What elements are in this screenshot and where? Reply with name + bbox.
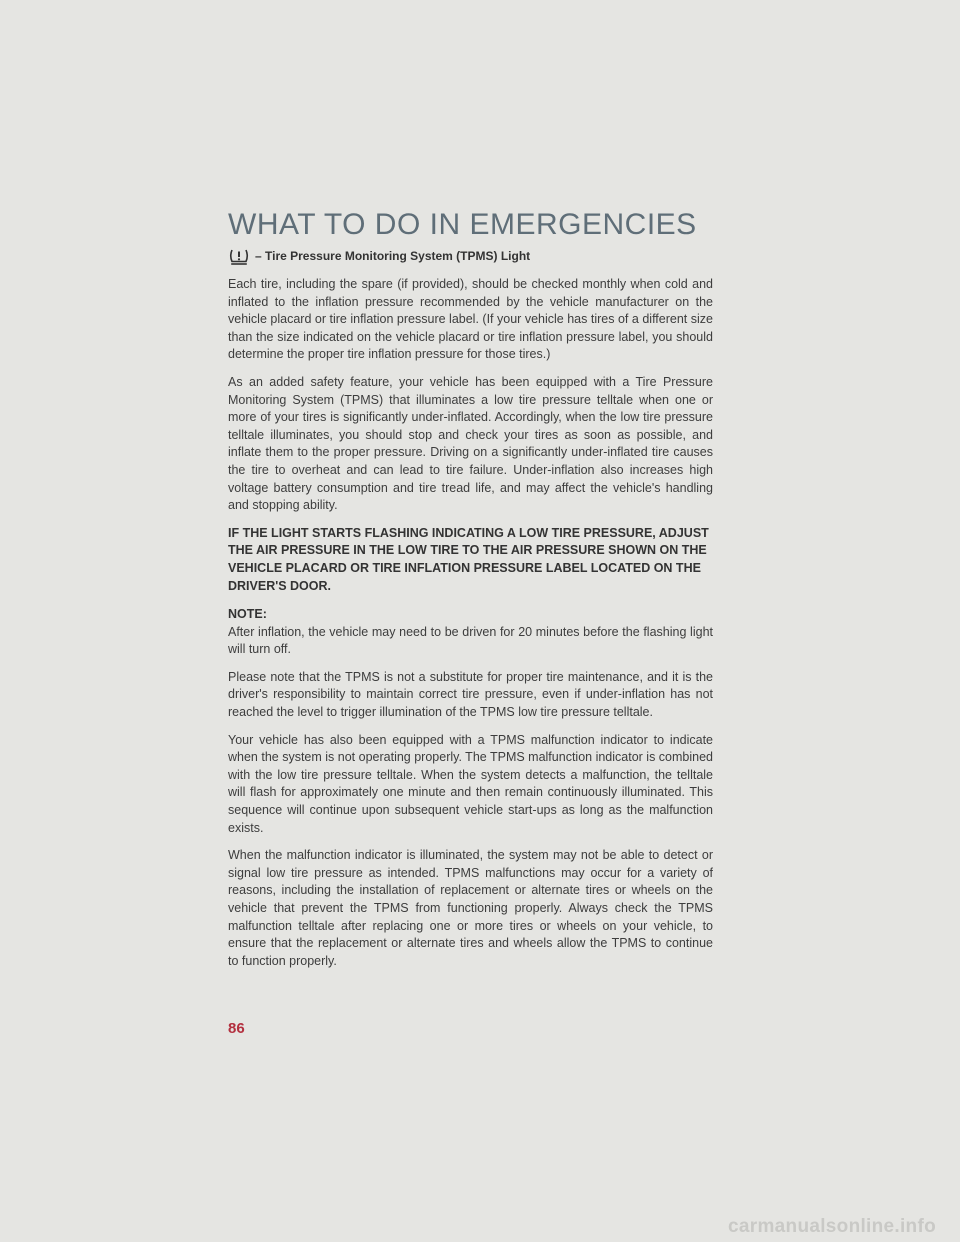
paragraph-malfunction-indicator: Your vehicle has also been equipped with a TPMS malfunction indicator to indicate when the system is not operating properly. The TPMS malfunction indicator is combined with the low tire pressure telltale. When the system detects a malfunction, the telltale will flash for approximately one minute and then remain continuously illuminated. This sequence will continue upon subsequent vehicle start-ups as long as the malfunction exists. bbox=[228, 732, 713, 835]
tpms-subheading bbox=[228, 248, 713, 266]
content-column bbox=[228, 248, 713, 980]
paragraph-tpms-feature: As an added safety feature, your vehicle has been equipped with a Tire Pressure Monitoring System (TPMS) that illuminates a low tire pressure telltale when one or more of your tires is significantly under-inflated. Accordingly, when the low tire pressure telltale illuminates, you should stop and check your tires as soon as possible, and inflate them to the proper pressure. Driving on a significantly under-inflated tire causes the tire to overheat and can lead to tire failure. Under-inflation also increases high voltage battery consumption and tire tread life, and may affect the vehicle's handling and stopping ability. bbox=[228, 374, 713, 513]
flashing-light-warning: IF THE LIGHT STARTS FLASHING INDICATING A LOW TIRE PRESSURE, ADJUST THE AIR PRESSURE IN THE LOW TIRE TO THE AIR PRESSURE SHOWN ON THE VEHICLE PLACARD OR TIRE INFLATION PRESSURE LABEL LOCATED ON THE DRIVER'S DOOR. bbox=[228, 525, 709, 593]
note-label: NOTE: bbox=[228, 607, 267, 622]
paragraph-maintenance: Please note that the TPMS is not a substitute for proper tire maintenance, and it is the driver's responsibility to maintain correct tire pressure, even if under-inflation has not reached the level to trigger illumination of the TPMS low tire pressure telltale. bbox=[228, 669, 713, 720]
tpms-subheading-text: – Tire Pressure Monitoring System (TPMS) Light bbox=[255, 249, 531, 264]
watermark: carmanualsonline.info bbox=[728, 1216, 936, 1237]
tpms-warning-icon bbox=[228, 248, 250, 266]
paragraph-monthly-check: Each tire, including the spare (if provided), should be checked monthly when cold and inflated to the inflation pressure recommended by the vehicle manufacturer on the vehicle placard or tire inflation pressure label. (If your vehicle has tires of a different size than the size indicated on the vehicle placard or tire inflation pressure label, you should determine the proper tire inflation pressure for those tires.) bbox=[228, 277, 713, 362]
section-title: WHAT TO DO IN EMERGENCIES bbox=[228, 208, 697, 241]
note-body: After inflation, the vehicle may need to be driven for 20 minutes before the flashing light will turn off. bbox=[228, 624, 713, 657]
page-number: 86 bbox=[228, 1020, 245, 1037]
paragraph-malfunction-detection: When the malfunction indicator is illuminated, the system may not be able to detect or signal low tire pressure as intended. TPMS malfunctions may occur for a variety of reasons, including the installation of replacement or alternate tires or wheels on the vehicle that prevent the TPMS from functioning properly. Always check the TPMS malfunction telltale after replacing one or more tires or wheels on your vehicle, to ensure that the replacement or alternate tires and wheels allow the TPMS to continue to function properly. bbox=[228, 848, 713, 968]
